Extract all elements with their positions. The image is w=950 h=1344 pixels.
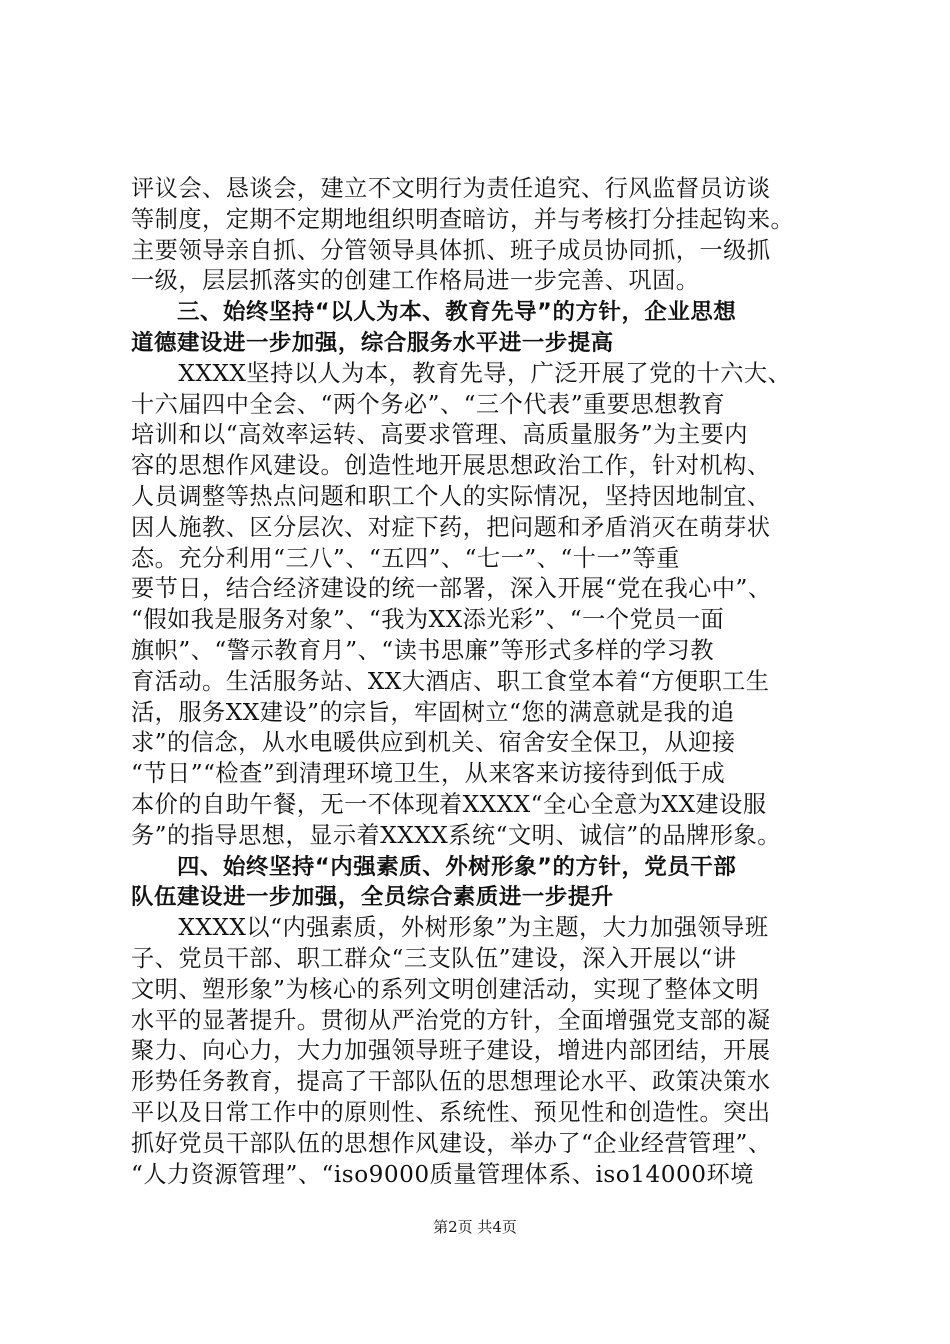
text-line: 抓好党员干部队伍的思想作风建设，举办了“企业经营管理”、 [131, 1129, 772, 1157]
section-heading-line: 三、始终坚持“以人为本、教育先导”的方针，企业思想 [131, 299, 737, 326]
text-line: 旗帜”、“警示教育月”、“读书思廉”等形式多样的学习教 [131, 636, 714, 664]
text-line: 育活动。生活服务站、XX大酒店、职工食堂本着“方便职工生 [131, 667, 770, 695]
text-line: 平以及日常工作中的原则性、系统性、预见性和创造性。突出 [131, 1098, 771, 1126]
text-line: “假如我是服务对象”、“我为XX添光彩”、“一个党员一面 [131, 606, 725, 634]
text-line: 形势任务教育，提高了干部队伍的思想理论水平、政策决策水 [131, 1068, 771, 1096]
section-heading-line: 道德建设进一步加强，综合服务水平进一步提高 [131, 329, 614, 356]
text-line: 一级，层层抓落实的创建工作格局进一步完善、巩固。 [131, 267, 700, 295]
text-line: 务”的指导思想，显示着XXXX系统“文明、诚信”的品牌形象。 [131, 821, 781, 849]
text-line: 态。充分利用“三八”、“五四”、“七一”、“十一”等重 [131, 544, 680, 572]
text-line: XXXX以“内强素质，外树形象”为主题，大力加强领导班 [131, 914, 769, 942]
document-body [131, 174, 831, 1190]
text-line: 十六届四中全会、“两个务必”、“三个代表”重要思想教育 [131, 390, 726, 418]
section-heading-line: 队伍建设进一步加强，全员综合素质进一步提升 [131, 884, 614, 911]
text-line: 求”的信念，从水电暖供应到机关、宿舍安全保卫，从迎接 [131, 729, 736, 757]
text-line: 主要领导亲自抓、分管领导具体抓、班子成员协同抓，一级抓 [131, 236, 771, 264]
text-line: 本价的自助午餐，无一不体现着XXXX“全心全意为XX建设服 [131, 790, 767, 818]
text-line: 水平的显著提升。贯彻从严治党的方针，全面增强党支部的凝 [131, 1006, 771, 1034]
text-line: 培训和以“高效率运转、高要求管理、高质量服务”为主要内 [131, 421, 748, 449]
text-line: “节日”“检查”到清理环境卫生，从来客来访接待到低于成 [131, 760, 726, 788]
text-line: 子、党员干部、职工群众“三支队伍”建设，深入开展以“讲 [131, 944, 737, 972]
section-heading-line: 四、始终坚持“内强素质、外树形象”的方针，党员干部 [131, 853, 737, 880]
text-line: 评议会、恳谈会，建立不文明行为责任追究、行风监督员访谈 [131, 175, 771, 202]
text-line: XXXX坚持以人为本，教育先导，广泛开展了党的十六大、 [131, 359, 792, 387]
text-line: 容的思想作风建设。创造性地开展思想政治工作，针对机构、 [131, 452, 771, 480]
page-number-footer: 第2页 共4页 [433, 1218, 517, 1236]
text-line: 要节日，结合经济建设的统一部署，深入开展“党在我心中”、 [131, 575, 772, 603]
text-line: 聚力、向心力，大力加强领导班子建设，增进内部团结，开展 [131, 1037, 771, 1065]
text-line: “人力资源管理”、“iso9000质量管理体系、iso14000环境 [131, 1160, 754, 1188]
text-line: 因人施教、区分层次、对症下药，把问题和矛盾消灭在萌芽状 [131, 513, 771, 541]
text-line: 等制度，定期不定期地组织明查暗访，并与考核打分挂起钩来。 [131, 205, 795, 233]
text-line: 活，服务XX建设”的宗旨，牢固树立“您的满意就是我的追 [131, 698, 735, 726]
text-line: 人员调整等热点问题和职工个人的实际情况，坚持因地制宜、 [131, 482, 771, 510]
text-line: 文明、塑形象”为核心的系列文明创建活动，实现了整体文明 [131, 975, 760, 1003]
